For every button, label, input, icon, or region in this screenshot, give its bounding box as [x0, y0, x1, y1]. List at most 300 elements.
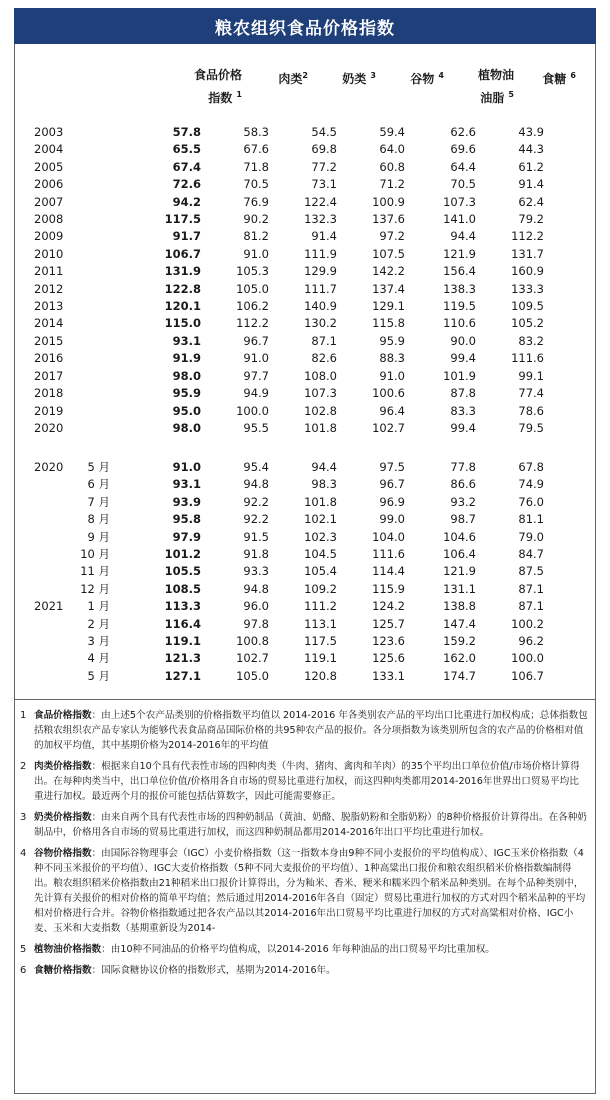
- dairy-index-cell: 82.6: [311, 351, 337, 366]
- food-index-cell: 65.5: [172, 142, 201, 157]
- cereal-index-cell: 64.0: [379, 142, 405, 157]
- cereal-index-cell: 100.6: [372, 386, 405, 401]
- year-cell: 2008: [34, 212, 64, 227]
- month-cell: 9 月: [87, 529, 110, 544]
- month-cell: [74, 315, 110, 332]
- month-cell: [74, 263, 110, 280]
- table-row: [34, 263, 544, 280]
- sugar-index-cell: 77.4: [518, 386, 544, 401]
- sugar-index-cell: 79.2: [518, 212, 544, 227]
- year-cell: [34, 476, 74, 493]
- oil-index-cell: 119.5: [443, 299, 476, 314]
- meat-index-cell: 97.7: [243, 368, 269, 383]
- meat-index-cell: 94.8: [243, 477, 269, 492]
- meat-index-cell: 90.2: [243, 212, 269, 227]
- meat-index-cell: 70.5: [243, 177, 269, 192]
- footnote-1: [20, 708, 588, 753]
- sugar-index-cell: 100.2: [511, 616, 544, 631]
- dairy-index-cell: 132.3: [304, 212, 337, 227]
- month-cell: [74, 124, 110, 141]
- cereal-index-cell: 142.2: [372, 264, 405, 279]
- year-cell: [34, 563, 74, 580]
- meat-index-cell: 92.2: [243, 494, 269, 509]
- food-index-cell: 106.7: [164, 246, 201, 261]
- cereal-index-cell: 123.6: [372, 634, 405, 649]
- footnote-2: [20, 759, 588, 804]
- sugar-index-cell: 79.0: [518, 529, 544, 544]
- meat-index-cell: 112.2: [236, 316, 269, 331]
- sugar-index-cell: 87.5: [518, 564, 544, 579]
- cereal-index-cell: 91.0: [379, 368, 405, 383]
- oil-index-cell: 106.4: [443, 547, 476, 562]
- cereal-index-cell: 124.2: [372, 599, 405, 614]
- cereal-index-cell: 107.5: [372, 246, 405, 261]
- oil-index-cell: 99.4: [450, 420, 476, 435]
- dairy-index-cell: 101.8: [304, 494, 337, 509]
- year-cell: [34, 650, 74, 667]
- table-row: [34, 159, 544, 176]
- meat-index-cell: 100.0: [236, 403, 269, 418]
- sugar-index-cell: 44.3: [518, 142, 544, 157]
- oil-index-cell: 147.4: [443, 616, 476, 631]
- month-cell: [74, 368, 110, 385]
- table-row: [34, 668, 544, 685]
- month-cell: 12 月: [80, 581, 110, 596]
- oil-index-cell: 141.0: [443, 212, 476, 227]
- food-index-cell: 108.5: [164, 581, 201, 596]
- sugar-index-cell: 79.5: [518, 420, 544, 435]
- table-row: [34, 281, 544, 298]
- table-row: [34, 546, 544, 563]
- oil-index-cell: 110.6: [443, 316, 476, 331]
- cereal-index-cell: 96.4: [379, 403, 405, 418]
- cereal-index-cell: 96.7: [379, 477, 405, 492]
- food-index-cell: 119.1: [164, 634, 201, 649]
- meat-index-cell: 94.9: [243, 386, 269, 401]
- dairy-index-cell: 111.2: [304, 599, 337, 614]
- meat-index-cell: 95.5: [243, 420, 269, 435]
- dairy-index-cell: 108.0: [304, 368, 337, 383]
- sugar-index-cell: 81.1: [518, 512, 544, 527]
- month-cell: [74, 350, 110, 367]
- dairy-index-cell: 109.2: [304, 581, 337, 596]
- cereal-index-cell: 60.8: [379, 159, 405, 174]
- month-cell: [74, 385, 110, 402]
- footnote-label: 谷物价格指数: [34, 848, 92, 859]
- dairy-index-cell: 120.8: [304, 668, 337, 683]
- sugar-index-cell: 43.9: [518, 125, 544, 139]
- footnote-number: 1: [20, 710, 27, 721]
- sugar-index-cell: 99.1: [518, 368, 544, 383]
- year-cell: 2006: [34, 177, 64, 192]
- oil-index-cell: 62.6: [450, 125, 476, 139]
- meat-index-cell: 67.6: [243, 142, 269, 157]
- dairy-index-cell: 102.1: [304, 512, 337, 527]
- header-food-index: 食品价格 指数 $^1$: [193, 68, 242, 105]
- month-cell: 11 月: [80, 564, 110, 579]
- year-cell: [34, 511, 74, 528]
- meat-index-cell: 94.8: [243, 581, 269, 596]
- meat-index-cell: 97.8: [243, 616, 269, 631]
- month-cell: [74, 211, 110, 228]
- table-row: [34, 598, 544, 615]
- cereal-index-cell: 71.2: [379, 177, 405, 192]
- footnote-label: 食糖价格指数: [34, 965, 92, 976]
- year-cell: 2011: [34, 264, 64, 279]
- food-index-cell: 120.1: [164, 299, 201, 314]
- header-cereals: 谷物 $^4$: [410, 71, 444, 86]
- table-row: [34, 494, 544, 511]
- table-row: [34, 529, 544, 546]
- cereal-index-cell: 97.5: [379, 460, 405, 474]
- dairy-index-cell: 113.1: [304, 616, 337, 631]
- table-row: [34, 315, 544, 332]
- food-index-cell: 97.9: [172, 529, 201, 544]
- year-cell: 2015: [34, 333, 64, 348]
- dairy-index-cell: 101.8: [304, 420, 337, 435]
- sugar-index-cell: 109.5: [511, 299, 544, 314]
- meat-index-cell: 106.2: [236, 299, 269, 314]
- oil-index-cell: 86.6: [450, 477, 476, 492]
- footnote-label: 奶类价格指数: [34, 812, 92, 823]
- oil-index-cell: 70.5: [450, 177, 476, 192]
- year-cell: 2010: [34, 246, 64, 261]
- year-cell: 2019: [34, 403, 64, 418]
- year-cell: [34, 581, 74, 598]
- oil-index-cell: 94.4: [450, 229, 476, 244]
- dairy-index-cell: 119.1: [304, 651, 337, 666]
- month-cell: 10 月: [80, 547, 110, 562]
- food-index-cell: 94.2: [172, 194, 201, 209]
- year-cell: 2014: [34, 316, 64, 331]
- table-row: [34, 616, 544, 633]
- cereal-index-cell: 96.9: [379, 494, 405, 509]
- food-index-cell: 93.9: [172, 494, 201, 509]
- oil-index-cell: 98.7: [450, 512, 476, 527]
- footnote-3: [20, 810, 588, 840]
- meat-index-cell: 105.0: [236, 668, 269, 683]
- table-row: [34, 176, 544, 193]
- dairy-index-cell: 140.9: [304, 299, 337, 314]
- cereal-index-cell: 111.6: [372, 547, 405, 562]
- food-index-cell: 95.0: [172, 403, 201, 418]
- food-index-cell: 101.2: [164, 547, 201, 562]
- food-index-cell: 115.0: [164, 316, 201, 331]
- sugar-index-cell: 112.2: [511, 229, 544, 244]
- food-index-cell: 95.9: [172, 386, 201, 401]
- header-dairy: 奶类 $^3$: [342, 71, 376, 86]
- dairy-index-cell: 98.3: [311, 477, 337, 492]
- dairy-index-cell: 104.5: [304, 547, 337, 562]
- oil-index-cell: 64.4: [450, 159, 476, 174]
- meat-index-cell: 95.4: [243, 460, 269, 474]
- table-row: [34, 403, 544, 420]
- meat-index-cell: 91.0: [243, 351, 269, 366]
- sugar-index-cell: 131.7: [511, 246, 544, 261]
- month-cell: [74, 298, 110, 315]
- food-index-cell: 127.1: [164, 668, 201, 683]
- cereal-index-cell: 114.4: [372, 564, 405, 579]
- food-index-cell: 67.4: [172, 159, 201, 174]
- monthly-index-table: [34, 459, 544, 685]
- cereal-index-cell: 88.3: [379, 351, 405, 366]
- oil-index-cell: 138.8: [443, 599, 476, 614]
- table-row: [34, 333, 544, 350]
- sugar-index-cell: 67.8: [518, 460, 544, 474]
- cereal-index-cell: 115.8: [372, 316, 405, 331]
- dairy-index-cell: 117.5: [304, 634, 337, 649]
- food-index-cell: 91.7: [172, 229, 201, 244]
- meat-index-cell: 102.7: [236, 651, 269, 666]
- footnote-text: ：由来自两个具有代表性市场的四种奶制品（黄油、奶酪、脱脂奶粉和全脂奶粉）的8种价格报价计算得出。在各种奶制品中，价格用各自市场的贸易比重进行加权，而这四种奶制品都用2014-2016年出口平均比重进行加权。: [34, 812, 587, 838]
- month-cell: [74, 141, 110, 158]
- month-cell: 8 月: [87, 512, 110, 527]
- table-row: [34, 368, 544, 385]
- cereal-index-cell: 59.4: [379, 125, 405, 139]
- cereal-index-cell: 115.9: [372, 581, 405, 596]
- sugar-index-cell: 61.2: [518, 159, 544, 174]
- dairy-index-cell: 129.9: [304, 264, 337, 279]
- year-cell: 2018: [34, 386, 64, 401]
- table-row: [34, 511, 544, 528]
- month-cell: [74, 246, 110, 263]
- footnote-number: 3: [20, 812, 27, 823]
- oil-index-cell: 69.6: [450, 142, 476, 157]
- footnote-number: 5: [20, 944, 27, 955]
- sugar-index-cell: 133.3: [511, 281, 544, 296]
- dairy-index-cell: 130.2: [304, 316, 337, 331]
- sugar-index-cell: 87.1: [518, 599, 544, 614]
- year-cell: 2012: [34, 281, 64, 296]
- month-cell: 2 月: [87, 616, 110, 631]
- month-cell: [74, 333, 110, 350]
- meat-index-cell: 92.2: [243, 512, 269, 527]
- dairy-index-cell: 102.3: [304, 529, 337, 544]
- food-index-cell: 105.5: [164, 564, 201, 579]
- year-cell: [34, 668, 74, 685]
- year-cell: 2020: [34, 420, 64, 435]
- table-row: [34, 420, 544, 437]
- month-cell: [74, 176, 110, 193]
- table-row: [34, 385, 544, 402]
- table-row: [34, 298, 544, 315]
- header-meat: 肉类$^2$: [278, 71, 308, 86]
- oil-index-cell: 101.9: [443, 368, 476, 383]
- month-cell: [74, 281, 110, 298]
- cereal-index-cell: 125.6: [372, 651, 405, 666]
- dairy-index-cell: 107.3: [304, 386, 337, 401]
- footnote-text: ：国际食糖协议价格的指数形式，基期为2014-2016年。: [91, 965, 336, 976]
- page-title: 粮农组织食品价格指数: [14, 8, 596, 44]
- oil-index-cell: 162.0: [443, 651, 476, 666]
- sugar-index-cell: 105.2: [511, 316, 544, 331]
- month-cell: [74, 159, 110, 176]
- dairy-index-cell: 73.1: [311, 177, 337, 192]
- oil-index-cell: 174.7: [443, 668, 476, 683]
- table-row: [34, 650, 544, 667]
- food-index-cell: 121.3: [164, 651, 201, 666]
- month-cell: 6 月: [87, 477, 110, 492]
- food-index-cell: 91.9: [172, 351, 201, 366]
- table-row: [34, 194, 544, 211]
- cereal-index-cell: 137.4: [372, 281, 405, 296]
- year-cell: 2009: [34, 229, 64, 244]
- year-cell: 2016: [34, 351, 64, 366]
- cereal-index-cell: 99.0: [379, 512, 405, 527]
- food-index-cell: 122.8: [164, 281, 201, 296]
- dairy-index-cell: 87.1: [311, 333, 337, 348]
- oil-index-cell: 121.9: [443, 564, 476, 579]
- table-row: [34, 476, 544, 493]
- sugar-index-cell: 96.2: [518, 634, 544, 649]
- cereal-index-cell: 129.1: [372, 299, 405, 314]
- food-index-cell: 98.0: [172, 420, 201, 435]
- month-cell: 7 月: [87, 494, 110, 509]
- sugar-index-cell: 78.6: [518, 403, 544, 418]
- oil-index-cell: 138.3: [443, 281, 476, 296]
- food-index-cell: 131.9: [164, 264, 201, 279]
- year-cell: [34, 529, 74, 546]
- year-cell: 2007: [34, 194, 64, 209]
- food-index-cell: 93.1: [172, 333, 201, 348]
- sugar-index-cell: 83.2: [518, 333, 544, 348]
- meat-index-cell: 58.3: [243, 125, 269, 139]
- month-cell: [74, 194, 110, 211]
- oil-index-cell: 93.2: [450, 494, 476, 509]
- oil-index-cell: 131.1: [443, 581, 476, 596]
- notes-divider: [14, 699, 596, 700]
- meat-index-cell: 105.0: [236, 281, 269, 296]
- oil-index-cell: 107.3: [443, 194, 476, 209]
- year-cell: 2003: [34, 125, 64, 139]
- meat-index-cell: 96.7: [243, 333, 269, 348]
- month-cell: [74, 228, 110, 245]
- footnote-text: ：根据来自10个具有代表性市场的四种肉类（牛肉、猪肉、禽肉和羊肉）的35个平均出口单位价值/市场价格计算得出。在每种肉类当中，出口单位价值/价格用各自市场的贸易比重进行加权，而这四种肉类都用2014-2016年世界出口贸易平均比重进行加权。最近两个月的报价可能包括估算数字，因此可能需要修正。: [34, 761, 580, 802]
- month-cell: 1 月: [87, 599, 110, 614]
- table-row: [34, 124, 544, 141]
- meat-index-cell: 91.5: [243, 529, 269, 544]
- sugar-index-cell: 87.1: [518, 581, 544, 596]
- month-cell: 5 月: [87, 460, 110, 474]
- sugar-index-cell: 84.7: [518, 547, 544, 562]
- oil-index-cell: 87.8: [450, 386, 476, 401]
- food-index-cell: 117.5: [164, 212, 201, 227]
- oil-index-cell: 156.4: [443, 264, 476, 279]
- footnote-text: ：由国际谷物理事会（IGC）小麦价格指数（这一指数本身由9种不同小麦报价的平均值构成）、IGC玉米价格指数（4种不同玉米报价的平均值）、IGC大麦价格指数（5种不同大麦报价的平均值）、1种高粱出口报价和粮农组织稻米价格指数编制得出。粮农组织稻米价格指数由21种稻米出口报价计算得出，分为籼米、香米、粳米和糯米四个稻米品种类别。在每个品种类别中，先计算有关报价的相对价格的简单平均值；然后通过用2014-2016年各自（固定）贸易比重进行加权的方式对四个稻米品种的平均相对价格进行合并。谷物价格指数通过把各农产品以其2014-2016年出口贸易平均比重进行加权的方式对高粱相对价格、IGC小麦、玉米和大麦指数（基期重新设为2014-: [34, 848, 586, 934]
- meat-index-cell: 93.3: [243, 564, 269, 579]
- cereal-index-cell: 137.6: [372, 212, 405, 227]
- table-row: [34, 633, 544, 650]
- cereal-index-cell: 133.1: [372, 668, 405, 683]
- sugar-index-cell: 111.6: [511, 351, 544, 366]
- table-row: [34, 581, 544, 598]
- footnote-6: [20, 963, 588, 978]
- table-row: [34, 141, 544, 158]
- meat-index-cell: 76.9: [243, 194, 269, 209]
- month-cell: 3 月: [87, 634, 110, 649]
- meat-index-cell: 81.2: [243, 229, 269, 244]
- oil-index-cell: 159.2: [443, 634, 476, 649]
- year-cell: 2013: [34, 299, 64, 314]
- oil-index-cell: 83.3: [450, 403, 476, 418]
- table-row: [34, 211, 544, 228]
- dairy-index-cell: 94.4: [311, 460, 337, 474]
- footnote-number: 2: [20, 761, 27, 772]
- year-cell: [34, 494, 74, 511]
- footnote-label: 肉类价格指数: [34, 761, 92, 772]
- dairy-index-cell: 54.5: [311, 125, 337, 139]
- footnote-5: [20, 942, 588, 957]
- sugar-index-cell: 91.4: [518, 177, 544, 192]
- month-cell: 5 月: [87, 668, 110, 683]
- dairy-index-cell: 105.4: [304, 564, 337, 579]
- year-cell: 2004: [34, 142, 64, 157]
- meat-index-cell: 71.8: [243, 159, 269, 174]
- dairy-index-cell: 111.7: [304, 281, 337, 296]
- food-index-cell: 72.6: [172, 177, 201, 192]
- dairy-index-cell: 91.4: [311, 229, 337, 244]
- dairy-index-cell: 102.8: [304, 403, 337, 418]
- footnote-label: 植物油价格指数: [34, 944, 102, 955]
- food-index-cell: 113.3: [164, 599, 201, 614]
- sugar-index-cell: 76.0: [518, 494, 544, 509]
- sugar-index-cell: 74.9: [518, 477, 544, 492]
- oil-index-cell: 90.0: [450, 333, 476, 348]
- year-cell: [34, 633, 74, 650]
- cereal-index-cell: 95.9: [379, 333, 405, 348]
- footnote-number: 4: [20, 848, 27, 859]
- year-cell: 2021: [34, 599, 64, 614]
- sugar-index-cell: 160.9: [511, 264, 544, 279]
- food-index-cell: 57.8: [172, 125, 201, 139]
- oil-index-cell: 104.6: [443, 529, 476, 544]
- meat-index-cell: 91.0: [243, 246, 269, 261]
- footnote-text: ：由上述5个农产品类别的价格指数平均值以 2014-2016 年各类别农产品的平均出口比重进行加权构成；总体指数包括粮农组织农产品专家认为能够代表食品商品国际价格的共95种农产品的报价。各分项指数为该类别所包含的农产品的价格相对值的加权平均值，其中基期价格为2014-2016年的平均值: [34, 710, 588, 751]
- food-index-cell: 93.1: [172, 477, 201, 492]
- table-row: [34, 228, 544, 245]
- meat-index-cell: 100.8: [236, 634, 269, 649]
- year-cell: [34, 616, 74, 633]
- sugar-index-cell: 100.0: [511, 651, 544, 666]
- cereal-index-cell: 100.9: [372, 194, 405, 209]
- footnote-text: ：由10种不同油品的价格平均值构成，以2014-2016 年每种油品的出口贸易平均比重加权。: [101, 944, 495, 955]
- cereal-index-cell: 125.7: [372, 616, 405, 631]
- month-cell: 4 月: [87, 651, 110, 666]
- footnote-4: [20, 846, 588, 936]
- dairy-index-cell: 122.4: [304, 194, 337, 209]
- footnote-label: 食品价格指数: [34, 710, 92, 721]
- table-row: [34, 459, 544, 476]
- food-index-cell: 98.0: [172, 368, 201, 383]
- sugar-index-cell: 62.4: [518, 194, 544, 209]
- header-vegetable-oils: 植物油 油脂 $^5$: [477, 68, 514, 105]
- meat-index-cell: 96.0: [243, 599, 269, 614]
- cereal-index-cell: 102.7: [372, 420, 405, 435]
- meat-index-cell: 91.8: [243, 547, 269, 562]
- oil-index-cell: 121.9: [443, 246, 476, 261]
- table-row: [34, 563, 544, 580]
- food-index-cell: 95.8: [172, 512, 201, 527]
- year-cell: 2020: [34, 460, 64, 474]
- dairy-index-cell: 77.2: [311, 159, 337, 174]
- table-row: [34, 246, 544, 263]
- dairy-index-cell: 111.9: [304, 246, 337, 261]
- food-index-cell: 116.4: [164, 616, 201, 631]
- cereal-index-cell: 97.2: [379, 229, 405, 244]
- year-cell: 2017: [34, 368, 64, 383]
- oil-index-cell: 99.4: [450, 351, 476, 366]
- footnotes: [20, 708, 588, 984]
